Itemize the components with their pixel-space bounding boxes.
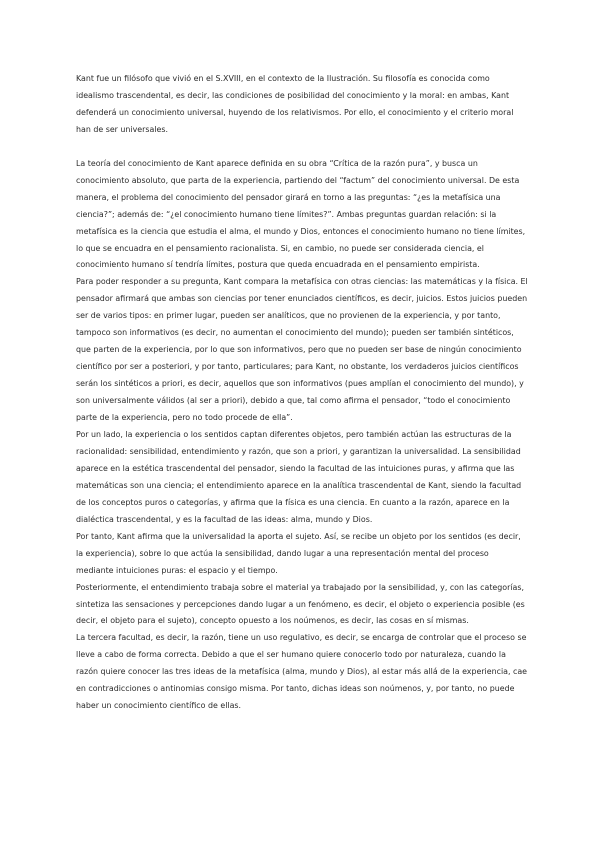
- paragraph-understanding: Posteriormente, el entendimiento trabaja sobre el material ya trabajado por la sensibilidad, y, con las categorías, sintetiza las sensaciones y percepciones dando lugar a un fenómeno, es decir, el objeto o experiencia posible (es decir, el objeto para el sujeto), concepto opuesto a los noúmenos, es decir, las cosas en sí mismas.: [76, 582, 525, 626]
- paragraph-reason: La tercera facultad, es decir, la razón, tiene un uso regulativo, es decir, se encarga de controlar que el proceso se lleve a cabo de forma correcta. Debido a que el ser humano quiere conocerlo todo por naturaleza, cuando la razón quiere conocer las tres ideas de la metafísica (alma, mundo y Dios), al estar más allá de la experiencia, cae en contradicciones o antinomias consigo misma. Por tanto, dichas ideas son noúmenos, y, por tanto, no puede haber un conocimiento científico de ellas.: [76, 633, 528, 711]
- document-body: [76, 71, 528, 715]
- paragraph-intro: Kant fue un filósofo que vivió en el S.XVIII, en el contexto de la Ilustración. Su filosofía es conocida como idealismo trascendental, es decir, las condiciones de posibilidad del conocimiento y la moral: en ambas, Kant defenderá un conocimiento universal, huyendo de los relativismos. Por ello, el conocimiento y el criterio moral han de ser universales.: [76, 74, 514, 134]
- paragraph-faculties: Por un lado, la experiencia o los sentidos captan diferentes objetos, pero también actúan las estructuras de la racionalidad: sensibilidad, entendimiento y razón, que son a priori, y garantizan la universalidad. La sensibilidad aparece en la estética trascendental del pensador, siendo la facultad de las intuiciones puras, y afirma que las matemáticas son una ciencia; el entendimiento aparece en la analítica trascendental de Kant, siendo la facultad de los conceptos puros o categorías, y afirma que la física es una ciencia. En cuanto a la razón, aparece en la dialéctica trascendental, y es la facultad de las ideas: alma, mundo y Dios.: [76, 430, 522, 524]
- paragraph-universality: Por tanto, Kant afirma que la universalidad la aporta el sujeto. Así, se recibe un objeto por los sentidos (es decir, la experiencia), sobre lo que actúa la sensibilidad, dando lugar a una representación mental del proceso mediante intuiciones puras: el espacio y el tiempo.: [76, 531, 521, 575]
- paragraph-judgments: Para poder responder a su pregunta, Kant compara la metafísica con otras ciencias: las matemáticas y la física. El pensador afirmará que ambas son ciencias por tener enunciados científicos, es decir, juicios. Estos juicios pueden ser de varios tipos: en primer lugar, pueden ser analíticos, que no provienen de la experiencia, y por tanto, tampoco son informativos (es decir, no aumentan el conocimiento del mundo); pueden ser también sintéticos, que parten de la experiencia, por lo que son informativos, pero que no pueden ser base de ningún conocimiento científico por ser a posteriori, y por tanto, particulares; para Kant, no obstante, los verdaderos juicios científicos serán los sintéticos a priori, es decir, aquellos que son informativos (pues amplían el conocimiento del mundo), y son universalmente válidos (al ser a priori), debido a que, tal como afirma el pensador, “todo el conocimiento parte de la experiencia, pero no todo procede de ella”.: [76, 277, 528, 423]
- paragraph-theory-of-knowledge: La teoría del conocimiento de Kant aparece definida en su obra “Crítica de la razón pura”, y busca un conocimiento absoluto, que parta de la experiencia, partiendo del “factum” del conocimiento universal. De esta manera, el problema del conocimiento del pensador girará en torno a las preguntas: “¿es la metafísica una ciencia?”; además de: “¿el conocimiento humano tiene límites?”. Ambas preguntas guardan relación: si la metafísica es la ciencia que estudia el alma, el mundo y Dios, entonces el conocimiento humano no tiene límites, lo que se encuadra en el pensamiento racionalista. Si, en cambio, no puede ser considerada ciencia, el conocimiento humano sí tendría límites, postura que queda encuadrada en el pensamiento empirista.: [76, 158, 526, 270]
